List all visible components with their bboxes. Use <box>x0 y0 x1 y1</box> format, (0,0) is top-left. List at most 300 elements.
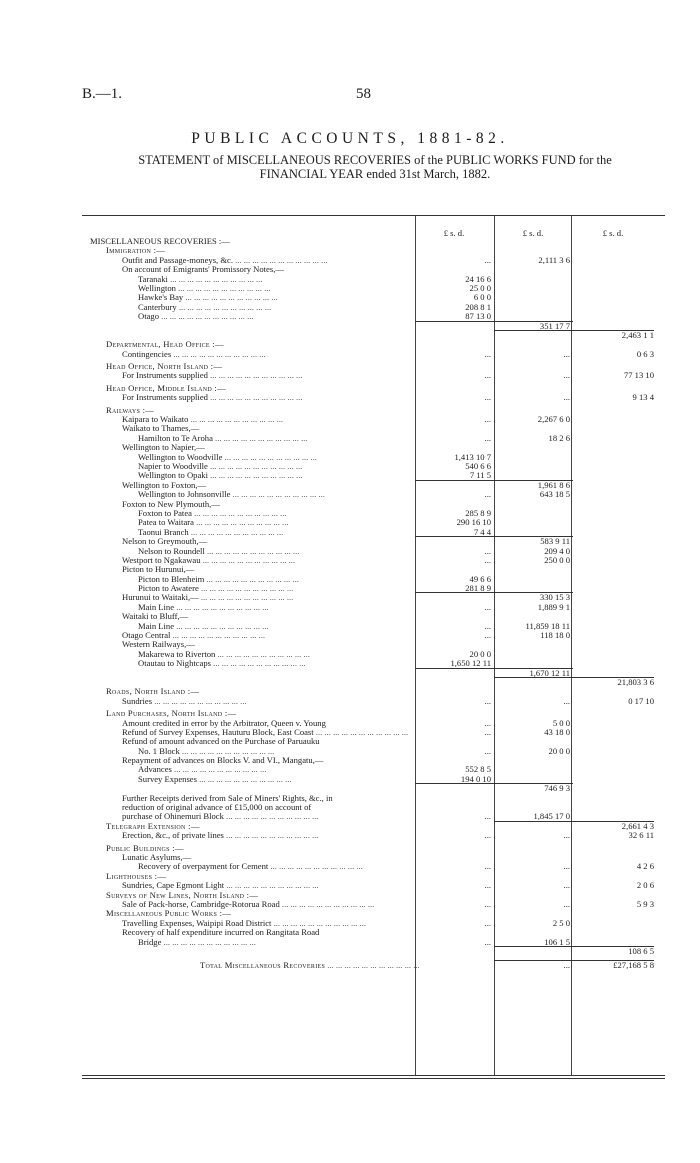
table-row <box>82 612 666 621</box>
table-row <box>82 928 666 937</box>
amount-column-1: 7 11 5 <box>469 470 491 481</box>
leader-dots: ... ... ... ... ... ... ... ... ... ... ... <box>200 555 296 565</box>
table-row <box>82 265 666 274</box>
row-label-text: Surveys of New Lines, North Island :— <box>106 890 259 900</box>
amount-column-2: ... <box>563 830 570 841</box>
row-label <box>90 794 454 803</box>
amount-column-2: 118 18 0 <box>540 630 570 641</box>
leader-dots: ... ... ... ... ... ... ... ... ... ... ... <box>232 255 328 265</box>
table-row <box>82 434 666 443</box>
amount-column-2: 209 4 0 <box>544 545 570 556</box>
amount-column-1: 24 16 6 <box>465 273 491 284</box>
row-label <box>90 765 470 774</box>
total-rule <box>494 960 654 961</box>
leader-dots: ... ... ... ... ... ... ... ... ... ... ... <box>174 602 269 612</box>
leader-dots: ... ... ... ... ... ... ... ... ... ... ... <box>198 584 294 594</box>
table-row <box>82 775 666 784</box>
table-row <box>82 947 666 956</box>
row-label-text: Canterbury <box>138 302 177 312</box>
row-label <box>90 872 438 881</box>
row-label <box>90 528 470 537</box>
row-label <box>90 575 470 584</box>
leader-dots: ... ... ... ... ... ... ... ... ... ... ... <box>279 899 375 909</box>
table-row <box>82 312 666 321</box>
amount-column-1: ... <box>484 432 491 443</box>
table-row <box>82 756 666 765</box>
amount-column-2: 43 18 0 <box>544 726 570 737</box>
leader-dots: ... ... ... ... ... ... ... ... ... ... ... <box>224 881 319 891</box>
row-label-text: Napier to Woodville <box>138 461 208 471</box>
table-row <box>82 393 666 402</box>
row-label <box>90 803 454 812</box>
table-row <box>82 803 666 812</box>
leader-dots: ... ... ... ... ... ... ... ... ... ... ... <box>179 746 275 756</box>
amount-column-1: ... <box>484 717 491 728</box>
table-row <box>82 853 666 862</box>
row-label <box>90 737 454 746</box>
row-label-text: Kaipara to Waikato <box>122 415 189 425</box>
amount-column-1: ... <box>484 830 491 841</box>
table-row <box>82 303 666 312</box>
leader-dots: ... ... ... ... ... ... ... ... ... ... ... <box>204 546 300 556</box>
amount-column-3: 4 2 6 <box>636 861 654 872</box>
amount-column-2: 250 0 0 <box>544 554 570 565</box>
table-row <box>82 881 666 890</box>
leader-dots: ... ... ... ... ... ... ... ... ... ... ... <box>204 574 299 584</box>
amount-column-1: ... <box>484 898 491 909</box>
amount-column-1: 194 0 10 <box>460 773 491 784</box>
row-label <box>90 919 454 928</box>
column-header-2: £ s. d. <box>522 228 544 238</box>
row-label-text: Lighthouses :— <box>106 871 167 881</box>
row-label <box>90 518 470 527</box>
table-row <box>82 862 666 871</box>
row-label-text: No. 1 Block <box>138 746 180 756</box>
leader-dots: ... ... ... ... ... ... ... ... ... ... ... <box>223 831 319 841</box>
table-row <box>82 584 666 593</box>
amount-column-1: 20 0 0 <box>469 648 491 659</box>
amount-column-3: 0 6 3 <box>636 348 654 359</box>
row-label-text: Recovery of half expenditure incurred on Rangitata Road <box>122 928 320 938</box>
row-label-text: Sale of Pack-horse, Cambridge-Rotorua Road <box>122 899 280 909</box>
leader-dots: ... ... ... ... ... ... ... ... ... ... ... <box>223 812 319 822</box>
table-row <box>82 603 666 612</box>
leader-dots: ... ... ... ... ... ... ... ... ... ... ... <box>198 593 294 603</box>
leader-dots: ... ... ... ... ... ... ... ... ... ... ... <box>215 649 310 659</box>
row-label-text: Railways :— <box>106 405 155 415</box>
row-label <box>90 312 470 321</box>
amount-column-3: 9 13 4 <box>632 392 654 403</box>
row-label-text: Foxton to Patea <box>138 508 192 518</box>
row-label-text: Further Receipts derived from Sale of Miners' Rights, &c., in <box>122 793 333 803</box>
row-label-text: Recovery of overpayment for Cement <box>138 862 269 872</box>
total-rule <box>494 946 654 947</box>
row-label <box>90 362 438 371</box>
row-label-text: Public Buildings :— <box>106 843 184 853</box>
row-label <box>90 284 470 293</box>
row-label-text: Wellington to Foxton,— <box>122 480 207 490</box>
row-label-text: Wellington to Woodville <box>138 452 223 462</box>
amount-column-2: ... <box>563 695 570 706</box>
row-label-text: For Instruments supplied <box>122 371 208 381</box>
leader-dots: ... ... ... ... ... ... ... ... ... ... ... <box>161 937 256 947</box>
table-row <box>82 631 666 640</box>
total-rule <box>494 821 654 822</box>
page-number: 58 <box>356 86 371 102</box>
table-row <box>82 709 666 718</box>
row-label <box>90 371 454 380</box>
table-row <box>82 490 666 499</box>
amount-column-1: 290 16 10 <box>456 517 491 528</box>
row-label-text: Otago <box>138 312 160 322</box>
table-bottom-rule <box>82 1075 665 1076</box>
leader-dots: ... ... ... ... ... ... ... ... ... ... ... <box>268 862 363 872</box>
table-row <box>82 518 666 527</box>
row-label <box>90 659 470 668</box>
row-label-text: Waikato to Thames,— <box>122 424 200 434</box>
table-row <box>82 453 666 462</box>
amount-column-1: 49 6 6 <box>469 573 491 584</box>
table-row <box>82 424 666 433</box>
row-label <box>90 756 454 765</box>
table-row <box>82 622 666 631</box>
row-label-text: Sundries, Cape Egmont Light <box>122 881 225 891</box>
table-row <box>82 575 666 584</box>
recoveries-table <box>82 229 666 971</box>
row-label <box>90 350 454 359</box>
subtotal-rule <box>415 592 573 593</box>
table-row <box>82 284 666 293</box>
amount-column-2: 20 0 0 <box>548 745 570 756</box>
table-row <box>82 687 666 696</box>
table-row <box>82 909 666 918</box>
table-row <box>82 237 666 246</box>
row-label-text: Westport to Ngakawau <box>122 555 201 565</box>
leader-dots: ... ... ... ... ... ... ... ... ... ... ... <box>196 774 292 784</box>
leader-dots: ... ... ... ... ... ... ... ... ... ... ... <box>167 274 263 284</box>
row-label-text: Advances <box>138 765 172 775</box>
amount-column-1: 87 13 0 <box>465 311 491 322</box>
amount-column-1: ... <box>484 745 491 756</box>
amount-column-2: 5 0 0 <box>552 717 570 728</box>
amount-column-3: 2,661 4 3 <box>621 820 654 831</box>
row-label-text: Picton to Awatere <box>138 584 199 594</box>
amount-column-1: 1,413 10 7 <box>454 451 491 462</box>
amount-column-1: ... <box>484 695 491 706</box>
row-label-text: Land Purchases, North Island :— <box>106 709 237 719</box>
row-label <box>90 237 422 246</box>
table-top-rule <box>82 215 665 216</box>
leader-dots: ... ... ... ... ... ... ... ... ... ... ... <box>188 527 284 537</box>
table-row <box>82 650 666 659</box>
table-row <box>82 509 666 518</box>
leader-dots: ... ... ... ... ... ... ... ... ... ... ... <box>152 696 247 706</box>
table-row <box>82 293 666 302</box>
leader-dots: ... ... ... ... ... ... ... ... ... ... ... <box>207 371 303 381</box>
row-label <box>90 246 438 255</box>
amount-column-2: ... <box>563 861 570 872</box>
row-label-text: For Instruments supplied <box>122 393 208 403</box>
row-label <box>90 853 454 862</box>
amount-column-1: 7 4 4 <box>473 526 491 537</box>
amount-column-1: ... <box>484 370 491 381</box>
table-row <box>82 961 666 970</box>
leader-dots: ... ... ... ... ... ... ... ... ... ... ... <box>207 461 303 471</box>
amount-column-1: ... <box>484 254 491 265</box>
amount-column-2: ... <box>563 370 570 381</box>
row-label-text: Wellington to Opaki <box>138 471 208 481</box>
leader-dots: ... ... ... ... ... ... ... ... ... ... ... <box>325 961 420 971</box>
row-label <box>90 961 532 970</box>
amount-column-2: 1,961 8 6 <box>537 479 570 490</box>
subtotal-rule <box>415 321 573 322</box>
row-label-text: Taonui Branch <box>138 527 189 537</box>
column-header-3: £ s. d. <box>602 228 624 238</box>
amount-column-1: ... <box>484 489 491 500</box>
table-row <box>82 275 666 284</box>
row-label-text: Refund of amount advanced on the Purchase of Paruauku <box>122 737 320 747</box>
table-row <box>82 784 666 793</box>
amount-column-2: 106 1 5 <box>544 936 570 947</box>
row-label-text: Telegraph Extension :— <box>106 821 200 831</box>
table-row <box>82 565 666 574</box>
amount-column-2: 351 17 7 <box>539 320 570 331</box>
amount-column-1: ... <box>484 917 491 928</box>
row-label <box>90 481 454 490</box>
row-label <box>90 938 470 947</box>
amount-column-3: 21,803 3 6 <box>617 676 654 687</box>
row-label-text: Taranaki <box>138 274 168 284</box>
row-label <box>90 509 470 518</box>
table-row <box>82 831 666 840</box>
row-label <box>90 622 470 631</box>
table-row <box>82 415 666 424</box>
table-row <box>82 719 666 728</box>
amount-column-1: ... <box>484 811 491 822</box>
leader-dots: ... ... ... ... ... ... ... ... ... ... ... <box>171 349 266 359</box>
row-label-text: purchase of Ohinemuri Block <box>122 812 224 822</box>
table-row <box>82 340 666 349</box>
leader-dots: ... ... ... ... ... ... ... ... ... ... ... <box>207 471 303 481</box>
row-label-text: Total Miscellaneous Recoveries <box>200 961 326 971</box>
row-label <box>90 831 454 840</box>
row-label <box>90 687 438 696</box>
table-row <box>82 919 666 928</box>
table-row <box>82 822 666 831</box>
row-label-text: Foxton to New Plymouth,— <box>122 499 220 509</box>
row-label <box>90 812 454 821</box>
table-row <box>82 256 666 265</box>
row-label <box>90 537 454 546</box>
amount-column-2: ... <box>563 880 570 891</box>
row-label <box>90 393 454 402</box>
amount-column-1: ... <box>484 936 491 947</box>
leader-dots: ... ... ... ... ... ... ... ... ... ... ... <box>211 659 306 669</box>
row-label <box>90 844 438 853</box>
row-label-text: On account of Emigrants' Promissory Notes,— <box>122 265 284 275</box>
row-label <box>90 775 470 784</box>
amount-column-2: ... <box>563 348 570 359</box>
table-row <box>82 747 666 756</box>
total-rule <box>494 330 654 331</box>
amount-column-1: 1,650 12 11 <box>450 658 491 669</box>
row-label <box>90 443 454 452</box>
row-label-text: MISCELLANEOUS RECOVERIES :— <box>90 237 230 246</box>
leader-dots: ... ... ... ... ... ... ... ... ... ... ... <box>207 393 303 403</box>
row-label-text: Immigration :— <box>106 246 166 256</box>
row-label-text: Bridge <box>138 937 162 947</box>
amount-column-1: ... <box>484 348 491 359</box>
table-row <box>82 891 666 900</box>
statement-heading-line-1: STATEMENT of MISCELLANEOUS RECOVERIES of the PUBLIC WORKS FUND for the <box>138 153 612 167</box>
amount-column-1: ... <box>484 392 491 403</box>
table-row <box>82 844 666 853</box>
row-label-text: Nelson to Greymouth,— <box>122 537 208 547</box>
amount-column-3: 77 13 10 <box>623 370 654 381</box>
table-row <box>82 331 666 340</box>
table-row <box>82 593 666 602</box>
table-bottom-rule-double <box>82 1078 665 1079</box>
page-header <box>82 86 652 106</box>
row-label-text: Refund of Survey Expenses, Hauturu Block, East Coast <box>122 727 314 737</box>
row-label-text: Makarewa to Riverton <box>138 649 216 659</box>
row-label <box>90 547 470 556</box>
amount-column-2: 2,111 3 6 <box>538 254 570 265</box>
amount-column-2: 583 9 11 <box>540 536 570 547</box>
row-label <box>90 500 454 509</box>
table-row <box>82 737 666 746</box>
table-row <box>82 640 666 649</box>
amount-column-3: 32 6 11 <box>628 830 654 841</box>
table-row <box>82 900 666 909</box>
leader-dots: ... ... ... ... ... ... ... ... ... ... ... <box>183 293 278 303</box>
table-row <box>82 547 666 556</box>
amount-column-1: 285 8 9 <box>465 507 491 518</box>
page-title: PUBLIC ACCOUNTS, 1881-82. <box>191 130 509 147</box>
row-label-text: Picton to Blenheim <box>138 574 205 584</box>
leader-dots: ... ... ... ... ... ... ... ... ... ... ... <box>171 765 267 775</box>
table-row <box>82 697 666 706</box>
amount-column-2: ... <box>563 898 570 909</box>
row-label <box>90 340 438 349</box>
leader-dots: ... ... ... ... ... ... ... ... ... ... ... <box>188 415 283 425</box>
table-row <box>82 481 666 490</box>
row-label <box>90 584 470 593</box>
row-label-text: Repayment of advances on Blocks V. and VI., Mangatu,— <box>122 756 324 766</box>
row-label-text: Nelson to Roundell <box>138 546 205 556</box>
amount-column-2: 746 9 3 <box>544 783 570 794</box>
row-label <box>90 415 454 424</box>
amount-column-3: £27,168 5 8 <box>613 960 654 971</box>
total-rule <box>494 677 654 678</box>
amount-column-2: 643 18 5 <box>539 489 570 500</box>
row-label <box>90 593 454 602</box>
row-label-text: Western Railways,— <box>122 640 195 650</box>
amount-column-3: 0 17 10 <box>628 695 654 706</box>
row-label <box>90 265 454 274</box>
row-label-text: Wellington to Johnsonville <box>138 490 231 500</box>
leader-dots: ... ... ... ... ... ... ... ... ... ... ... <box>222 452 317 462</box>
amount-column-2: 11,859 18 11 <box>525 620 570 631</box>
table-row <box>82 500 666 509</box>
row-label-text: Hamilton to Te Aroha <box>138 433 213 443</box>
amount-column-1: 552 8 5 <box>465 764 491 775</box>
row-label-text: Otago Central <box>122 631 171 641</box>
row-label <box>90 303 470 312</box>
amount-column-3: 2 0 6 <box>636 880 654 891</box>
row-label-text: Departmental, Head Office :— <box>106 340 224 350</box>
table-row <box>82 471 666 480</box>
amount-column-2: 1,889 9 1 <box>537 601 570 612</box>
row-label <box>90 565 454 574</box>
row-label-text: Erection, &c., of private lines <box>122 831 224 841</box>
row-label <box>90 900 454 909</box>
table-row <box>82 371 666 380</box>
row-label-text: Wellington <box>138 283 176 293</box>
row-label-text: Lunatic Asylums,— <box>122 853 192 862</box>
row-label <box>90 406 438 415</box>
table-row <box>82 246 666 255</box>
row-label <box>90 640 454 649</box>
row-label-text: Otautau to Nightcaps <box>138 659 212 669</box>
table-row <box>82 678 666 687</box>
table-row <box>82 462 666 471</box>
amount-column-1: ... <box>484 545 491 556</box>
leader-dots: ... ... ... ... ... ... ... ... ... ... ... <box>230 490 325 500</box>
statement-heading <box>85 153 665 181</box>
leader-dots: ... ... ... ... ... ... ... ... ... ... ... <box>174 621 269 631</box>
amount-column-3: 2,463 1 1 <box>621 329 654 340</box>
row-label <box>90 293 470 302</box>
row-label <box>90 471 470 480</box>
row-label <box>90 928 454 937</box>
amount-column-3: 108 6 5 <box>628 945 654 956</box>
leader-dots: ... ... ... ... ... ... ... ... ... ... ... <box>175 283 271 293</box>
row-label-text: Outfit and Passage-moneys, &c. <box>122 255 233 265</box>
row-label-text: Travelling Expenses, Waipipi Road District <box>122 918 272 928</box>
leader-dots: ... ... ... ... ... ... ... ... ... ... ... <box>212 433 308 443</box>
amount-column-2: 1,670 12 11 <box>529 667 570 678</box>
amount-column-1: 208 8 1 <box>465 301 491 312</box>
amount-column-1: 540 6 6 <box>465 460 491 471</box>
table-row <box>82 350 666 359</box>
row-label-text: Main Line <box>138 602 175 612</box>
amount-column-1: ... <box>484 554 491 565</box>
leader-dots: ... ... ... ... ... ... ... ... ... ... ... <box>193 518 289 528</box>
row-label-text: Head Office, North Island :— <box>106 362 223 372</box>
subtotal-rule <box>415 536 573 537</box>
row-label <box>90 453 470 462</box>
row-label <box>90 462 470 471</box>
row-label <box>90 275 470 284</box>
row-label <box>90 747 470 756</box>
leader-dots: ... ... ... ... ... ... ... ... ... ... ... <box>191 508 287 518</box>
amount-column-3: 5 9 3 <box>636 898 654 909</box>
column-header-1: £ s. d. <box>443 228 465 238</box>
row-label <box>90 709 438 718</box>
row-label <box>90 909 438 918</box>
subtotal-rule <box>415 668 573 669</box>
amount-column-1: ... <box>484 726 491 737</box>
table-header-row <box>82 229 666 237</box>
table-row <box>82 872 666 881</box>
subtotal-rule <box>415 783 573 784</box>
row-label-text: Head Office, Middle Island :— <box>106 383 227 393</box>
row-label <box>90 384 438 393</box>
row-label <box>90 556 454 565</box>
row-label-text: Hurunui to Waitaki,— <box>122 593 199 603</box>
row-label-text: reduction of original advance of £15,000 on account of <box>122 803 312 813</box>
